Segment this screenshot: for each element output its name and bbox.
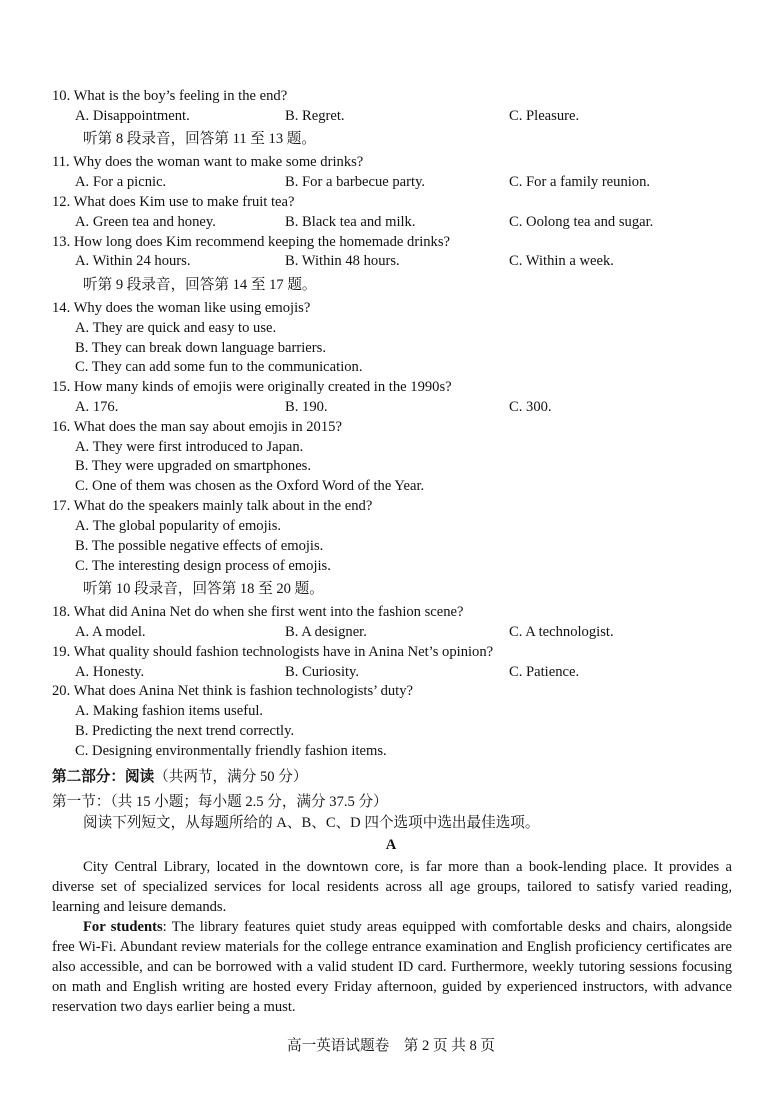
- q11-option-a: A. For a picnic.: [75, 174, 167, 190]
- question-16: 16. What does the man say about emojis in 2015?: [52, 419, 342, 435]
- q15-option-a: A. 176.: [75, 399, 119, 415]
- q18-option-c: C. A technologist.: [509, 624, 614, 640]
- q15-option-b: B. 190.: [285, 399, 328, 415]
- question-13: 13. How long does Kim recommend keeping the homemade drinks?: [52, 234, 450, 250]
- passage-letter: A: [385, 837, 397, 853]
- q16-option-a: A. They were first introduced to Japan.: [75, 439, 304, 455]
- q20-option-c: C. Designing environmentally friendly fashion items.: [75, 743, 387, 759]
- q11-option-c: C. For a family reunion.: [509, 174, 651, 190]
- q16-option-b: B. They were upgraded on smartphones.: [75, 458, 312, 474]
- passage-paragraph-2: [52, 917, 732, 1017]
- question-10: 10. What is the boy’s feeling in the end?: [52, 88, 288, 104]
- section-instruction-9: 听第 9 段录音，回答第 14 至 17 题。: [83, 277, 317, 293]
- q10-option-b: B. Regret.: [285, 108, 345, 124]
- question-15: 15. How many kinds of emojis were originally created in the 1990s?: [52, 379, 452, 395]
- part-two-note: （共两节，满分 50 分）: [154, 769, 308, 785]
- q18-option-a: A. A model.: [75, 624, 146, 640]
- question-18: 18. What did Anina Net do when she first went into the fashion scene?: [52, 604, 464, 620]
- q10-option-c: C. Pleasure.: [509, 108, 580, 124]
- q16-option-c: C. One of them was chosen as the Oxford Word of the Year.: [75, 478, 425, 494]
- q13-option-c: C. Within a week.: [509, 253, 614, 269]
- q17-option-c: C. The interesting design process of emojis.: [75, 558, 331, 574]
- question-14: 14. Why does the woman like using emojis?: [52, 300, 311, 316]
- q10-option-a: A. Disappointment.: [75, 108, 190, 124]
- question-12: 12. What does Kim use to make fruit tea?: [52, 194, 295, 210]
- q14-option-b: B. They can break down language barriers.: [75, 340, 326, 356]
- paragraph-2-text: : The library features quiet study areas equipped with comfortable desks and chairs, alongside free Wi-Fi. Abundant review materials for the college entrance examination and English proficiency certificates are also accessible, and can be borrowed with a valid student ID card. Furthermore, weekly tutoring sessions focusing on math and English writing are hosted every Friday afternoon, guided by experienced instructors, with advance reservation two days earlier being a must.: [52, 919, 732, 1015]
- paragraph-1-text: City Central Library, located in the downtown core, is far more than a book-lending place. It provides a diverse set of specialized services for local residents across all age groups, tailored to satisfy varied reading, learning and leisure demands.: [52, 859, 732, 915]
- passage-paragraph-1: [52, 857, 732, 917]
- q19-option-c: C. Patience.: [509, 664, 580, 680]
- page-footer: 高一英语试题卷 第 2 页 共 8 页: [287, 1038, 495, 1054]
- q13-option-b: B. Within 48 hours.: [285, 253, 400, 269]
- section-one-heading: 第一节：（共 15 小题；每小题 2.5 分，满分 37.5 分）: [52, 794, 388, 810]
- q12-option-b: B. Black tea and milk.: [285, 214, 416, 230]
- question-19: 19. What quality should fashion technologists have in Anina Net’s opinion?: [52, 644, 494, 660]
- q12-option-c: C. Oolong tea and sugar.: [509, 214, 654, 230]
- question-17: 17. What do the speakers mainly talk about in the end?: [52, 498, 373, 514]
- q14-option-c: C. They can add some fun to the communication.: [75, 359, 363, 375]
- question-20: 20. What does Anina Net think is fashion technologists’ duty?: [52, 683, 414, 699]
- q11-option-b: B. For a barbecue party.: [285, 174, 426, 190]
- q19-option-a: A. Honesty.: [75, 664, 145, 680]
- q13-option-a: A. Within 24 hours.: [75, 253, 191, 269]
- paragraph-2-label: For students: [83, 919, 163, 935]
- q20-option-a: A. Making fashion items useful.: [75, 703, 264, 719]
- section-instruction-8: 听第 8 段录音，回答第 11 至 13 题。: [83, 131, 316, 147]
- reading-instruction: 阅读下列短文，从每题所给的 A、B、C、D 四个选项中选出最佳选项。: [83, 815, 540, 831]
- q15-option-c: C. 300.: [509, 399, 552, 415]
- question-11: 11. Why does the woman want to make some drinks?: [52, 154, 364, 170]
- part-two-title: 第二部分：阅读: [52, 769, 155, 785]
- q12-option-a: A. Green tea and honey.: [75, 214, 216, 230]
- q19-option-b: B. Curiosity.: [285, 664, 360, 680]
- section-instruction-10: 听第 10 段录音，回答第 18 至 20 题。: [83, 581, 324, 597]
- q14-option-a: A. They are quick and easy to use.: [75, 320, 277, 336]
- q17-option-b: B. The possible negative effects of emojis.: [75, 538, 324, 554]
- q20-option-b: B. Predicting the next trend correctly.: [75, 723, 295, 739]
- q18-option-b: B. A designer.: [285, 624, 367, 640]
- part-two-heading: [52, 768, 307, 787]
- q17-option-a: A. The global popularity of emojis.: [75, 518, 282, 534]
